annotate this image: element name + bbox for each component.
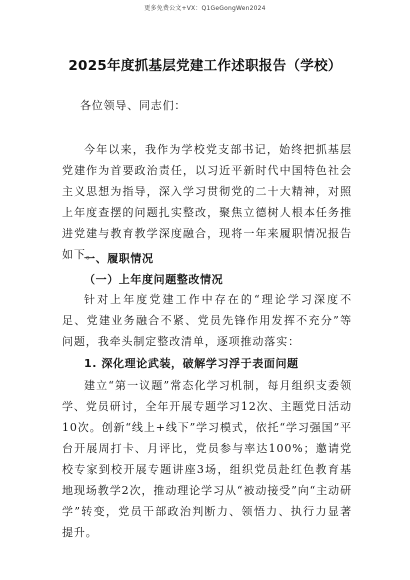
- subsection-heading: （一）上年度问题整改情况: [84, 273, 224, 286]
- subsection-paragraph: 针对上年度党建工作中存在的“理论学习深度不足、党建业务融合不紧、党员先锋作用发挥不充分”等问题，我牵头制定整改清单，逐项推动落实：: [62, 293, 352, 348]
- point-paragraph: 建立“第一议题”常态化学习机制，每月组织支委领学、党员研讨，全年开展专题学习12次、主题党日活动10次。创新“线上+线下”学习模式，依托“学习强国”平台开展周打卡、月评比，党员参与率达100%；邀请党校专家到校开展专题讲座3场，组织党员赴红色教育基地现场教学2次，推动理论学习从“被动接受”向“主动研学”转变，党员干部政治判断力、领悟力、执行力显著提升。: [62, 379, 353, 539]
- greeting: 各位领导、同志们：: [80, 99, 187, 112]
- point-heading: 1. 深化理论武装，破解学习浮于表面问题: [84, 357, 299, 370]
- intro-paragraph: 今年以来，我作为学校党支部书记，始终把抓基层党建作为首要政治责任，以习近平新时代中国特色社会主义思想为指导，深入学习贯彻党的二十大精神，对照上年度查摆的问题扎实整改，聚焦立德树人根本任务推进党建与教育教学深度融合，现将一年来履职情况报告如下。: [62, 143, 352, 261]
- section-heading: 一、履职情况: [84, 252, 154, 265]
- document-title: 2025年度抓基层党建工作述职报告（学校）: [68, 58, 342, 74]
- header-watermark: 更多免费公文+VX：Q1GeGongWen2024: [144, 5, 266, 12]
